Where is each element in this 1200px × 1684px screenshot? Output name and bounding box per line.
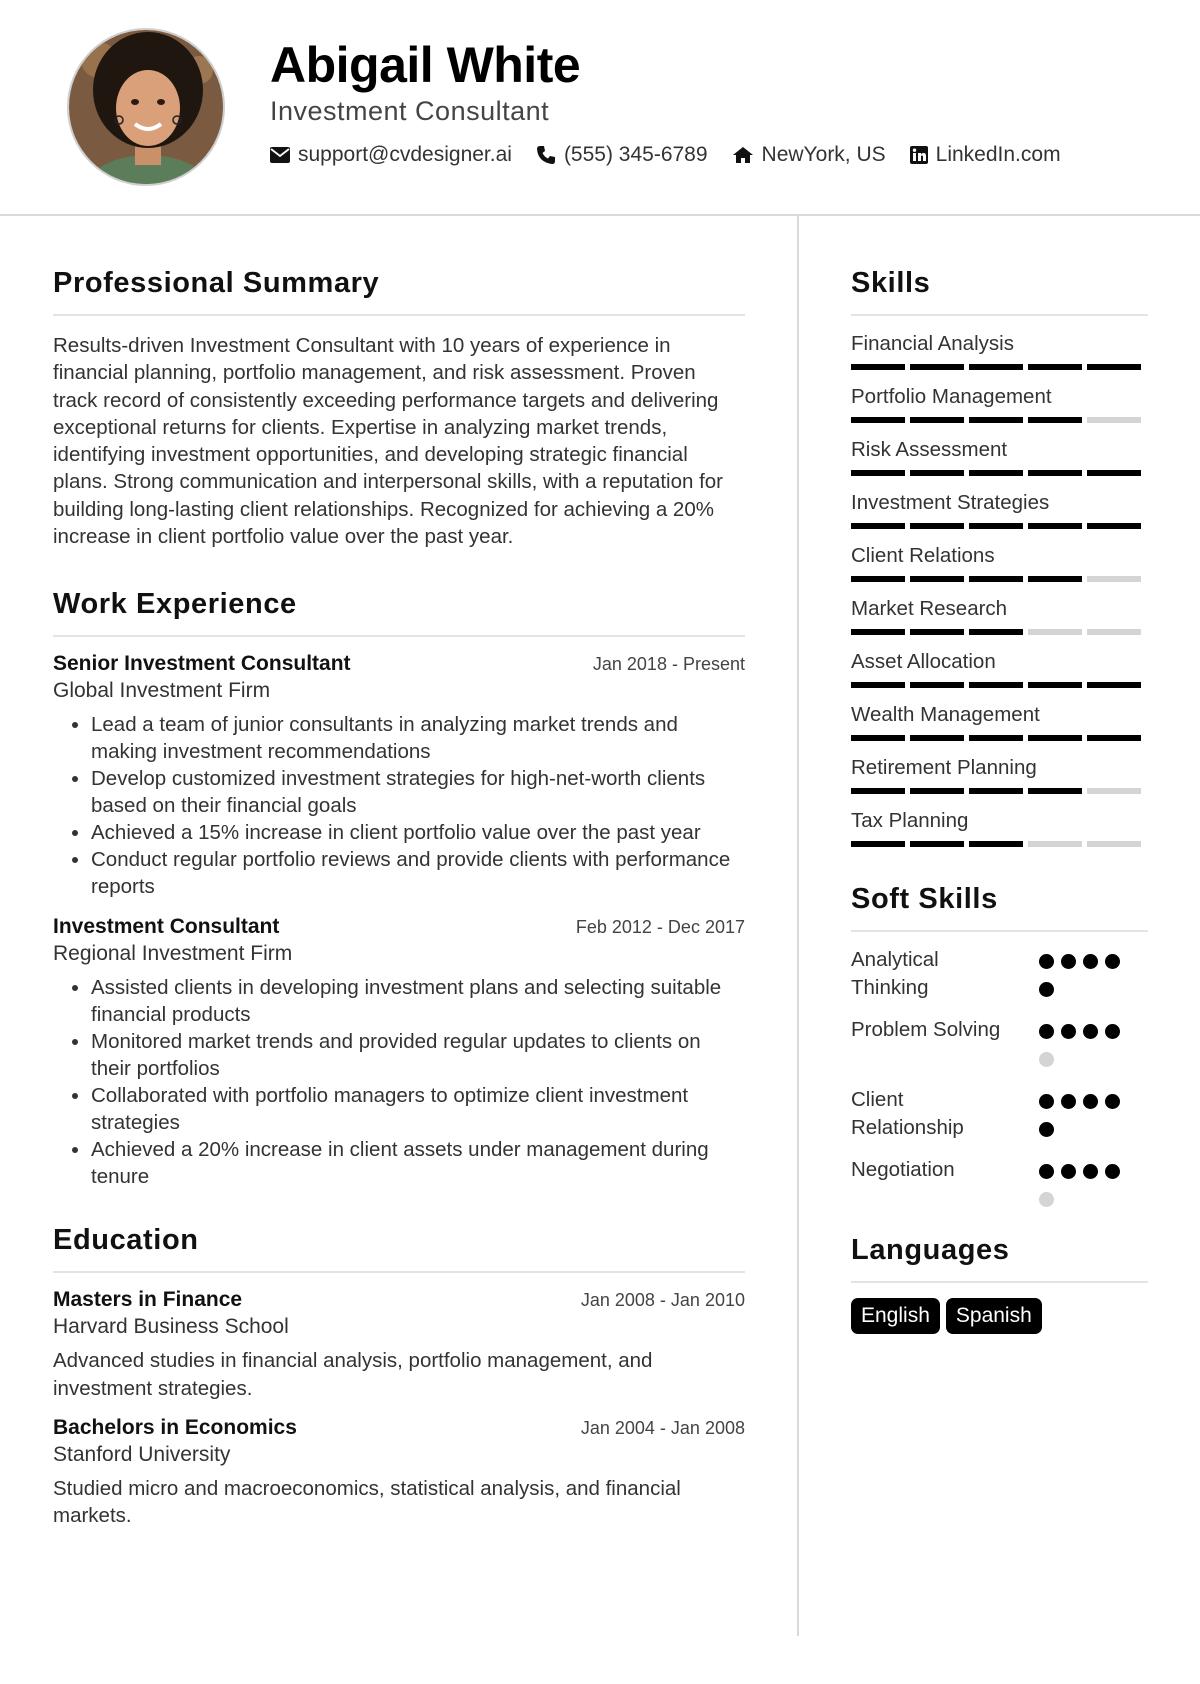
level-dot xyxy=(1105,1094,1120,1109)
skill-level-bar xyxy=(851,841,1148,847)
skill-level-segment xyxy=(1028,576,1082,582)
level-dot xyxy=(1039,954,1054,969)
soft-skill-item xyxy=(851,1086,1148,1150)
skill-level-segment xyxy=(851,629,905,635)
skill-name: Retirement Planning xyxy=(851,756,1037,779)
skill-level-segment xyxy=(969,576,1023,582)
list-item: • Lead a team of junior consultants in analyzing market trends and making investment recommendations xyxy=(91,711,745,765)
section-divider xyxy=(851,930,1148,932)
skill-level-segment xyxy=(1028,629,1082,635)
contact-phone-text: (555) 345-6789 xyxy=(563,143,708,166)
soft-skill-name: Negotiation xyxy=(851,1158,955,1181)
section-divider xyxy=(53,635,745,637)
soft-skill-level-dots xyxy=(1039,954,1148,1010)
skill-level-segment xyxy=(1087,364,1141,370)
level-dot xyxy=(1083,954,1098,969)
skill-level-segment xyxy=(969,364,1023,370)
education-heading: Education xyxy=(53,1224,199,1257)
skill-level-bar xyxy=(851,788,1148,794)
skill-level-segment xyxy=(1087,682,1141,688)
skill-level-segment xyxy=(910,523,964,529)
skill-level-segment xyxy=(1087,841,1141,847)
skill-level-segment xyxy=(969,523,1023,529)
skills-section xyxy=(851,267,1148,847)
soft-skill-name: Problem Solving xyxy=(851,1018,1001,1041)
skill-level-segment xyxy=(910,682,964,688)
level-dot xyxy=(1061,954,1076,969)
school-name: Harvard Business School xyxy=(53,1315,289,1339)
skill-item xyxy=(851,650,1148,688)
level-dot xyxy=(1105,1024,1120,1039)
job-title: Senior Investment Consultant xyxy=(53,652,351,676)
skill-level-segment xyxy=(1028,364,1082,370)
section-divider xyxy=(53,314,745,316)
job-company: Global Investment Firm xyxy=(53,679,271,703)
soft-skill-level-dots xyxy=(1039,1164,1148,1220)
experience-heading: Work Experience xyxy=(53,588,297,621)
job-company: Regional Investment Firm xyxy=(53,942,293,966)
skills-list xyxy=(851,332,1148,847)
school-name: Stanford University xyxy=(53,1442,231,1466)
skill-level-segment xyxy=(910,470,964,476)
soft-skills-heading: Soft Skills xyxy=(851,883,998,915)
level-dot xyxy=(1039,1024,1054,1039)
skill-level-segment xyxy=(1087,576,1141,582)
level-dot xyxy=(1039,1164,1054,1179)
summary-heading: Professional Summary xyxy=(53,267,380,299)
section-divider xyxy=(53,1271,745,1273)
skill-level-segment xyxy=(851,788,905,794)
section-divider xyxy=(851,314,1148,316)
skill-level-segment xyxy=(851,364,905,370)
level-dot xyxy=(1039,1122,1054,1137)
skill-level-segment xyxy=(1087,470,1141,476)
level-dot xyxy=(1061,1024,1076,1039)
level-dot xyxy=(1039,1052,1054,1067)
experience-section xyxy=(53,588,745,1190)
job-title: Investment Consultant xyxy=(53,915,280,939)
education-section xyxy=(53,1224,745,1529)
list-item: • Conduct regular portfolio reviews and provide clients with performance reports xyxy=(91,846,745,900)
skill-level-segment xyxy=(910,417,964,423)
skill-level-segment xyxy=(969,470,1023,476)
skill-name: Financial Analysis xyxy=(851,332,1014,355)
skill-level-bar xyxy=(851,735,1148,741)
profile-photo xyxy=(67,28,225,186)
soft-skill-name: Client Relationship xyxy=(851,1088,964,1139)
skill-name: Tax Planning xyxy=(851,809,969,832)
job-entry xyxy=(53,652,745,900)
contact-list xyxy=(270,143,1085,167)
soft-skill-level-dots xyxy=(1039,1024,1148,1080)
list-item: • Develop customized investment strategies for high-net-worth clients based on their financial goals xyxy=(91,765,745,819)
level-dot xyxy=(1061,1094,1076,1109)
list-item: • Collaborated with portfolio managers to optimize client investment strategies xyxy=(91,1082,745,1136)
contact-phone[interactable] xyxy=(536,143,708,167)
skill-level-segment xyxy=(910,841,964,847)
soft-skill-item xyxy=(851,946,1148,1010)
skill-level-bar xyxy=(851,629,1148,635)
list-item: • Achieved a 15% increase in client portfolio value over the past year xyxy=(91,819,745,846)
column-divider xyxy=(797,214,799,1636)
job-date: Feb 2012 - Dec 2017 xyxy=(575,917,745,938)
contact-location xyxy=(732,143,886,167)
skill-level-bar xyxy=(851,470,1148,476)
skill-name: Wealth Management xyxy=(851,703,1040,726)
languages-section xyxy=(851,1234,1148,1334)
skill-level-segment xyxy=(851,735,905,741)
job-entry xyxy=(53,915,745,1190)
skill-name: Portfolio Management xyxy=(851,385,1052,408)
languages-list xyxy=(851,1298,1148,1334)
level-dot xyxy=(1083,1024,1098,1039)
education-date: Jan 2008 - Jan 2010 xyxy=(580,1290,745,1311)
job-bullets xyxy=(53,711,745,900)
skill-level-segment xyxy=(851,841,905,847)
list-item: • Assisted clients in developing investment plans and selecting suitable financial products xyxy=(91,974,745,1028)
level-dot xyxy=(1039,1192,1054,1207)
skill-item xyxy=(851,332,1148,370)
skill-level-segment xyxy=(969,788,1023,794)
skill-level-segment xyxy=(910,788,964,794)
skill-level-segment xyxy=(910,576,964,582)
education-description: Studied micro and macroeconomics, statistical analysis, and financial markets. xyxy=(53,1476,681,1528)
home-icon xyxy=(732,146,754,164)
skill-item xyxy=(851,703,1148,741)
skill-level-segment xyxy=(969,417,1023,423)
soft-skills-section xyxy=(851,883,1148,1220)
skill-level-segment xyxy=(1028,788,1082,794)
level-dot xyxy=(1039,982,1054,997)
skill-level-segment xyxy=(851,417,905,423)
languages-heading: Languages xyxy=(851,1234,1010,1266)
education-entry xyxy=(53,1416,745,1530)
skill-level-segment xyxy=(969,735,1023,741)
skill-level-bar xyxy=(851,417,1148,423)
skill-level-segment xyxy=(1028,523,1082,529)
skill-level-segment xyxy=(851,523,905,529)
section-divider xyxy=(851,1281,1148,1283)
skill-item xyxy=(851,385,1148,423)
list-item: • Monitored market trends and provided regular updates to clients on their portfolios xyxy=(91,1028,745,1082)
skill-level-bar xyxy=(851,523,1148,529)
level-dot xyxy=(1083,1094,1098,1109)
skill-level-segment xyxy=(1087,523,1141,529)
soft-skill-item xyxy=(851,1156,1148,1220)
soft-skill-item xyxy=(851,1016,1148,1080)
skill-name: Client Relations xyxy=(851,544,995,567)
skill-level-segment xyxy=(1028,470,1082,476)
education-entry xyxy=(53,1288,745,1402)
skill-item xyxy=(851,438,1148,476)
contact-linkedin-text: LinkedIn.com xyxy=(935,143,1061,166)
skill-level-segment xyxy=(1028,682,1082,688)
sidebar-column xyxy=(851,214,1148,1334)
skill-level-segment xyxy=(1087,788,1141,794)
skill-level-segment xyxy=(910,629,964,635)
skill-level-segment xyxy=(1028,735,1082,741)
skill-level-segment xyxy=(910,735,964,741)
skill-level-bar xyxy=(851,364,1148,370)
contact-email-text: support@cvdesigner.ai xyxy=(298,143,512,166)
candidate-name: Abigail White xyxy=(270,37,581,93)
soft-skills-list xyxy=(851,946,1148,1220)
level-dot xyxy=(1083,1164,1098,1179)
envelope-icon xyxy=(270,147,290,163)
level-dot xyxy=(1105,954,1120,969)
contact-location-text: NewYork, US xyxy=(761,143,886,166)
skill-level-segment xyxy=(1087,629,1141,635)
skill-item xyxy=(851,809,1148,847)
skill-item xyxy=(851,756,1148,794)
education-date: Jan 2004 - Jan 2008 xyxy=(580,1417,745,1438)
contact-linkedin[interactable] xyxy=(910,143,1061,167)
skill-level-segment xyxy=(969,682,1023,688)
language-tag: English xyxy=(851,1298,940,1334)
job-bullets xyxy=(53,974,745,1190)
soft-skill-name: Analytical Thinking xyxy=(851,948,939,999)
soft-skill-level-dots xyxy=(1039,1094,1148,1150)
skill-name: Investment Strategies xyxy=(851,491,1050,514)
main-column xyxy=(53,214,745,1530)
skill-level-segment xyxy=(851,470,905,476)
education-description: Advanced studies in financial analysis, portfolio management, and investment strategies. xyxy=(53,1349,653,1400)
degree-title: Masters in Finance xyxy=(53,1288,243,1312)
list-item: • Achieved a 20% increase in client assets under management during tenure xyxy=(91,1136,745,1190)
summary-section xyxy=(53,267,745,550)
level-dot xyxy=(1061,1164,1076,1179)
degree-title: Bachelors in Economics xyxy=(53,1415,297,1439)
skill-level-segment xyxy=(1087,417,1141,423)
linkedin-icon xyxy=(910,146,928,164)
skill-level-segment xyxy=(851,682,905,688)
skill-level-bar xyxy=(851,682,1148,688)
skill-level-segment xyxy=(969,841,1023,847)
skill-item xyxy=(851,491,1148,529)
summary-text: Results-driven Investment Consultant with 10 years of experience in financial planning, portfolio management, and risk assessment. Proven track record of consistently exceeding performance targets and delivering exceptional returns for clients. Expertise in analyzing market trends, identifying investment opportunities, and developing strategic financial plans. Strong communication and interpersonal skills, with a reputation for building long-lasting client relationships. Recognized for achieving a 20% increase in client portfolio value over the past year. xyxy=(53,334,724,549)
skill-name: Market Research xyxy=(851,597,1008,620)
skill-name: Asset Allocation xyxy=(851,650,996,673)
resume-header xyxy=(0,0,1200,216)
phone-icon xyxy=(536,145,556,165)
language-tag: Spanish xyxy=(946,1298,1042,1334)
level-dot xyxy=(1039,1094,1054,1109)
skills-heading: Skills xyxy=(851,267,931,299)
skill-level-segment xyxy=(910,364,964,370)
contact-email[interactable] xyxy=(270,143,512,167)
job-date: Jan 2018 - Present xyxy=(592,654,745,675)
skill-name: Risk Assessment xyxy=(851,438,1008,461)
skill-level-segment xyxy=(969,629,1023,635)
skill-level-segment xyxy=(1087,735,1141,741)
skill-level-bar xyxy=(851,576,1148,582)
skill-level-segment xyxy=(1028,417,1082,423)
candidate-title: Investment Consultant xyxy=(270,96,550,126)
skill-level-segment xyxy=(851,576,905,582)
skill-item xyxy=(851,597,1148,635)
skill-level-segment xyxy=(1028,841,1082,847)
skill-item xyxy=(851,544,1148,582)
level-dot xyxy=(1105,1164,1120,1179)
